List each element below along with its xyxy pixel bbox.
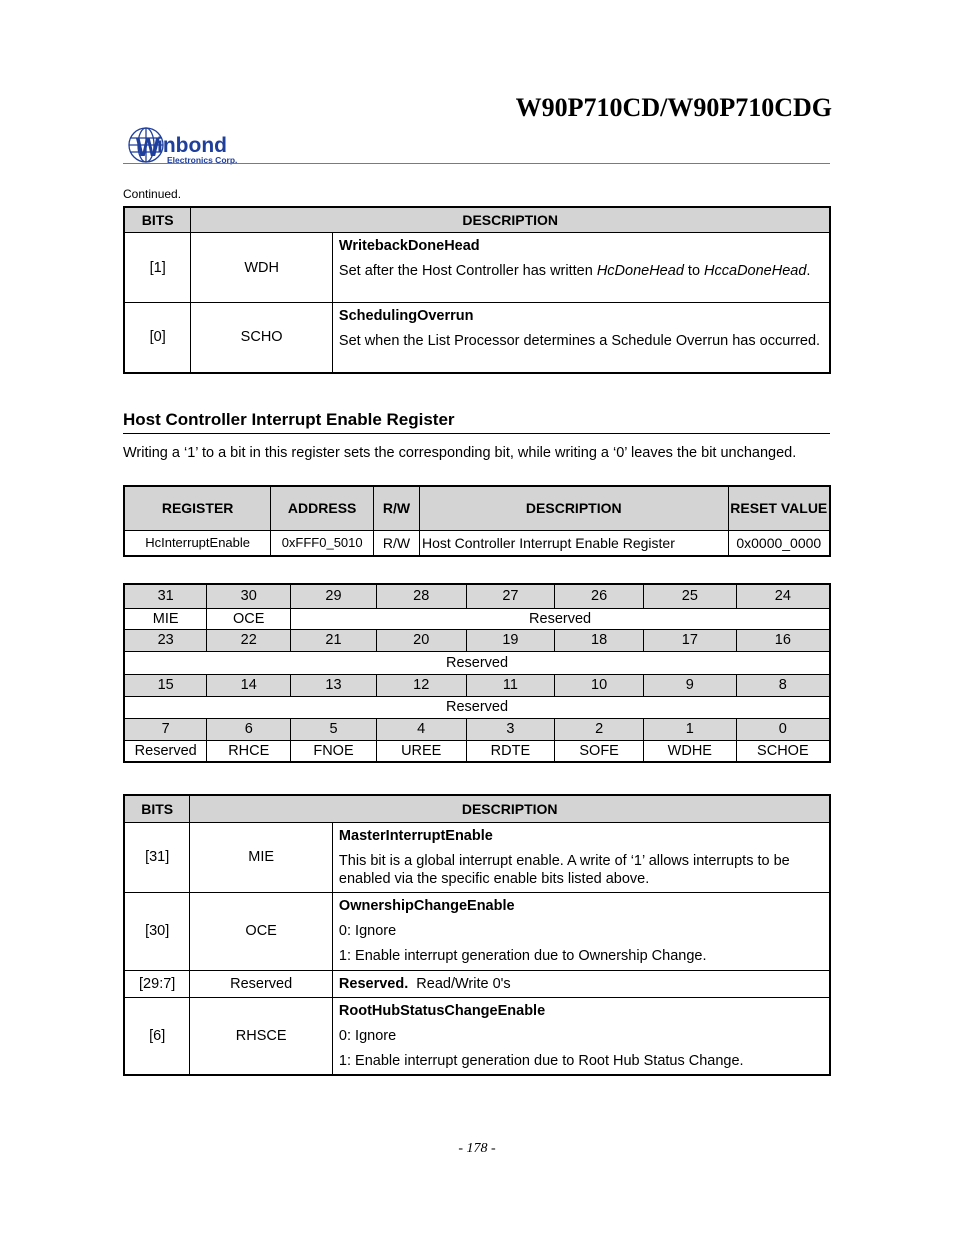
register-table (123, 485, 831, 557)
table-row (124, 303, 830, 373)
bit-field: OCE (207, 608, 291, 629)
reset-value-header: RESET VALUE (728, 486, 830, 530)
bit-number: 4 (376, 718, 466, 740)
bit-number-row (124, 629, 830, 651)
bit-number: 8 (736, 674, 830, 696)
header-rule (123, 163, 830, 164)
bit-number: 18 (555, 629, 644, 651)
section-title: Host Controller Interrupt Enable Register (123, 410, 455, 429)
rw-header: R/W (374, 486, 420, 530)
bit-number: 3 (466, 718, 555, 740)
bits-header: BITS (124, 795, 190, 822)
register-description: Host Controller Interrupt Enable Register (419, 530, 728, 556)
bit-number: 23 (124, 629, 207, 651)
continued-note: Continued. (123, 187, 182, 201)
bit-number: 26 (555, 584, 644, 608)
bit-number: 14 (207, 674, 291, 696)
bit-number: 17 (643, 629, 736, 651)
bit-number: 16 (736, 629, 830, 651)
bit-field-reserved: Reserved (291, 608, 830, 629)
address-header: ADDRESS (271, 486, 374, 530)
bit-field-row (124, 608, 830, 629)
winbond-logo (127, 125, 252, 172)
description-header: DESCRIPTION (419, 486, 728, 530)
bit-field: SCHOE (736, 740, 830, 762)
bit-number: 13 (291, 674, 377, 696)
bit-field-reserved: Reserved (124, 696, 830, 718)
table-row (124, 530, 830, 556)
description-header: DESCRIPTION (191, 207, 830, 233)
bit-number-row (124, 674, 830, 696)
bit-field: Reserved (124, 740, 207, 762)
bit-number: 22 (207, 629, 291, 651)
bits-cell: [0] (124, 303, 191, 373)
bit-field: MIE (124, 608, 207, 629)
field-name: WritebackDoneHead (338, 238, 480, 254)
bit-number: 24 (736, 584, 830, 608)
bit-number-row (124, 718, 830, 740)
bits-header: BITS (124, 207, 191, 233)
bit-number: 19 (466, 629, 555, 651)
bits-description-table-2 (123, 794, 831, 1076)
bit-number-row (124, 584, 830, 608)
register-name: HcInterruptEnable (124, 530, 271, 556)
page-number: - 178 - (458, 1141, 496, 1156)
document-title: W90P710CD/W90P710CDG (515, 93, 832, 122)
field-description: This bit is a global interrupt enable. A write of ‘1’ allows interrupts to be enabled via the specific enable bits listed above. (338, 852, 790, 887)
field-description: Set after the Host Controller has written HcDoneHead to HccaDoneHead. (338, 263, 811, 279)
bits-description-table-1 (123, 206, 831, 374)
field-option-0: 0: Ignore (338, 1027, 397, 1044)
field-cell: MIE (190, 822, 333, 892)
register-rw: R/W (374, 530, 420, 556)
bit-number: 2 (555, 718, 644, 740)
bit-number: 29 (291, 584, 377, 608)
bit-number: 20 (376, 629, 466, 651)
bit-number: 10 (555, 674, 644, 696)
bit-number: 0 (736, 718, 830, 740)
description-cell (332, 303, 830, 373)
field-name: OwnershipChangeEnable (338, 897, 515, 914)
bit-number: 5 (291, 718, 377, 740)
bit-field-reserved: Reserved (124, 651, 830, 674)
table-row (124, 970, 830, 997)
bit-field: SOFE (555, 740, 644, 762)
bits-cell: [29:7] (124, 970, 190, 997)
bit-number: 1 (643, 718, 736, 740)
bit-number: 6 (207, 718, 291, 740)
bit-field: UREE (376, 740, 466, 762)
field-description: Set when the List Processor determines a Schedule Overrun has occurred. (338, 333, 821, 349)
register-reset-value: 0x0000_0000 (728, 530, 830, 556)
bit-number: 11 (466, 674, 555, 696)
reserved-label: Reserved. (338, 975, 409, 992)
bit-field-row (124, 651, 830, 674)
field-cell: Reserved (190, 970, 333, 997)
bit-map-table (123, 583, 831, 763)
bits-cell: [6] (124, 997, 190, 1075)
field-option-0: 0: Ignore (338, 922, 397, 939)
table-row (124, 892, 830, 970)
description-cell (332, 892, 830, 970)
bit-number: 12 (376, 674, 466, 696)
bit-number: 27 (466, 584, 555, 608)
bit-number: 21 (291, 629, 377, 651)
field-name: SchedulingOverrun (338, 308, 474, 324)
bit-field: RDTE (466, 740, 555, 762)
logo-subtitle: Electronics Corp. (167, 155, 238, 165)
description-cell (332, 970, 830, 997)
field-cell: RHSCE (190, 997, 333, 1075)
register-header: REGISTER (124, 486, 271, 530)
bit-field: RHCE (207, 740, 291, 762)
bit-field-row (124, 740, 830, 762)
field-name: MasterInterruptEnable (338, 827, 493, 844)
bits-cell: [31] (124, 822, 190, 892)
field-option-1: 1: Enable interrupt generation due to Ownership Change. (338, 947, 707, 964)
table-row (124, 233, 830, 303)
bits-cell: [30] (124, 892, 190, 970)
description-cell (332, 997, 830, 1075)
table-row (124, 822, 830, 892)
field-name: RootHubStatusChangeEnable (338, 1002, 546, 1019)
bit-number: 15 (124, 674, 207, 696)
register-address: 0xFFF0_5010 (271, 530, 374, 556)
section-intro: Writing a ‘1’ to a bit in this register sets the corresponding bit, while writing a ‘0’ leaves the bit unchanged. (123, 445, 797, 461)
bit-number: 30 (207, 584, 291, 608)
bits-cell: [1] (124, 233, 191, 303)
logo-w-letter: W (136, 134, 160, 162)
logo-wordmark: inbond (157, 134, 227, 157)
bit-number: 31 (124, 584, 207, 608)
bit-number: 7 (124, 718, 207, 740)
field-cell: WDH (191, 233, 333, 303)
field-cell: OCE (190, 892, 333, 970)
description-cell (332, 233, 830, 303)
bit-number: 9 (643, 674, 736, 696)
reserved-description: Read/Write 0's (408, 975, 511, 992)
description-header: DESCRIPTION (190, 795, 830, 822)
bit-number: 28 (376, 584, 466, 608)
bit-field-row (124, 696, 830, 718)
bit-field: WDHE (643, 740, 736, 762)
section-rule (123, 433, 830, 434)
field-option-1: 1: Enable interrupt generation due to Root Hub Status Change. (338, 1052, 744, 1069)
bit-number: 25 (643, 584, 736, 608)
field-cell: SCHO (191, 303, 333, 373)
bit-field: FNOE (291, 740, 377, 762)
table-row (124, 997, 830, 1075)
description-cell (332, 822, 830, 892)
